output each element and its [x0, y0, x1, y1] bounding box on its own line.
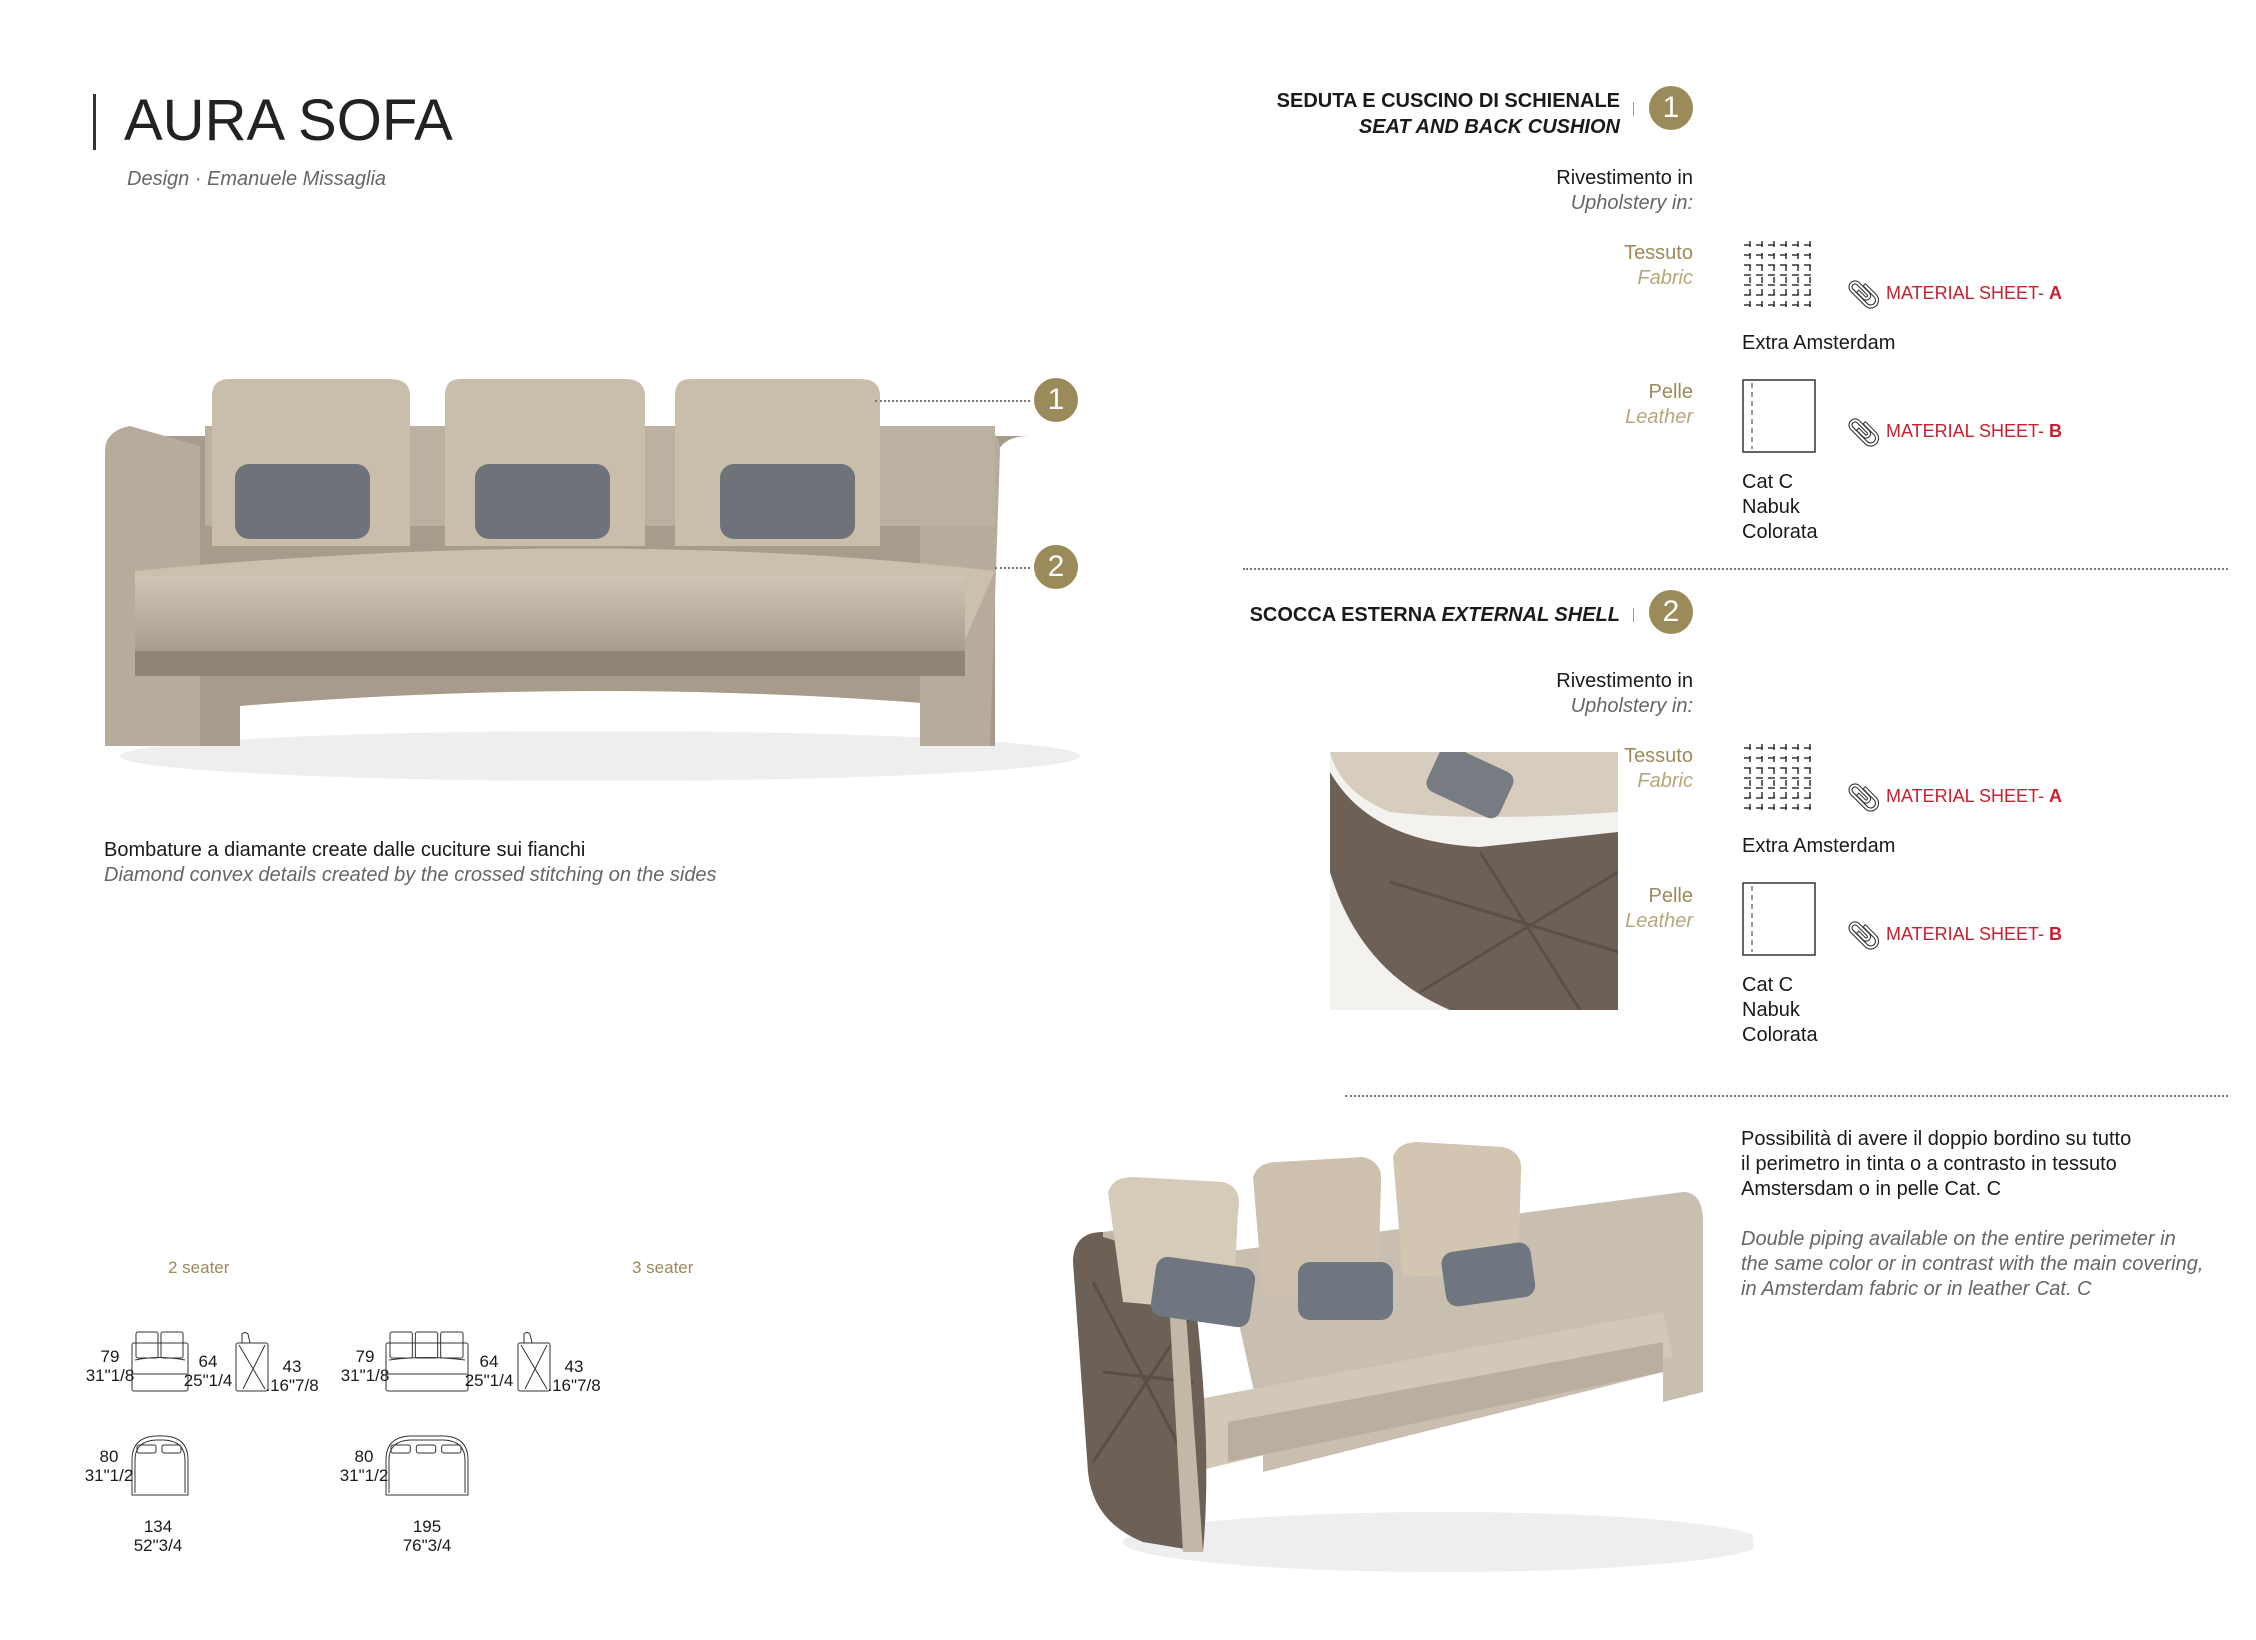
s2-leather-names [1742, 973, 1818, 1048]
callout-1-leader [875, 400, 1030, 402]
paperclip-icon[interactable]: 📎︎ [1846, 782, 1882, 813]
width-dimension: 195 76"3/4 [402, 1517, 452, 1555]
s2-leather-it: Pelle [1648, 885, 1693, 907]
section-2-title-it: SCOCCA ESTERNA [1249, 604, 1436, 626]
s1-fabric-en: Fabric [1637, 267, 1693, 289]
s1-leather-finish: Colorata [1742, 521, 1818, 543]
sofa-image-front [100, 376, 1095, 791]
paperclip-icon[interactable]: 📎︎ [1846, 279, 1882, 310]
sofa-image-angled [1063, 1142, 1753, 1578]
section-1-badge: 1 [1649, 86, 1693, 130]
model-label: 2 seater [168, 1258, 230, 1277]
s2-fabric-it: Tessuto [1624, 745, 1693, 767]
piping-it: Possibilità di avere il doppio bordino su tutto il perimetro in tinta o a contrasto in tessuto Amstersdam o in pelle Cat. C [1741, 1128, 2132, 1200]
piping-en: Double piping available on the entire perimeter in the same color or in contrast with the main covering, in Amsterdam fabric or in leather Cat. C [1741, 1228, 2204, 1300]
material-sheet-a-link[interactable]: MATERIAL SHEET- A [1886, 283, 2063, 303]
fabric-swatch-icon [1742, 742, 1816, 816]
caption-it: Bombature a diamante create dalle cuciture sui fianchi [104, 839, 586, 861]
shell-detail-image [1330, 752, 1618, 1010]
material-sheet-b-link[interactable]: MATERIAL SHEET- B [1886, 924, 2063, 944]
seat-height-dimension: 64 25"1/4 [464, 1352, 514, 1390]
callout-2: 2 [1034, 545, 1078, 589]
width-dimension: 134 52"3/4 [133, 1517, 183, 1555]
designer: Design · Emanuele Missaglia [127, 168, 387, 190]
section-2-title-en: EXTERNAL SHELL [1441, 604, 1620, 626]
s1-fabric-label [1624, 241, 1693, 291]
s1-upholstery [1556, 166, 1693, 216]
s2-fabric-en: Fabric [1637, 770, 1693, 792]
seat-height-dimension: 64 25"1/4 [183, 1352, 233, 1390]
s2-leather-type: Nabuk [1742, 999, 1800, 1021]
separator [1633, 102, 1634, 116]
s1-fabric-name: Extra Amsterdam [1742, 332, 1896, 354]
s2-leather-label [1625, 884, 1693, 934]
title-rule [93, 94, 96, 150]
paperclip-icon[interactable]: 📎︎ [1846, 417, 1882, 448]
paperclip-icon[interactable]: 📎︎ [1846, 920, 1882, 951]
s1-upholstery-it: Rivestimento in [1556, 167, 1693, 189]
s2-upholstery-en: Upholstery in: [1570, 695, 1693, 717]
height-dimension: 79 31"1/8 [340, 1347, 390, 1385]
leather-swatch-icon [1742, 882, 1816, 956]
s1-upholstery-en: Upholstery in: [1570, 192, 1693, 214]
s1-leather-names [1742, 470, 1818, 545]
s2-upholstery-it: Rivestimento in [1556, 670, 1693, 692]
s2-leather-cat: Cat C [1742, 974, 1794, 996]
section-1-title-it: SEDUTA E CUSCINO DI SCHIENALE [1276, 90, 1620, 112]
s2-leather-en: Leather [1625, 910, 1693, 932]
height-dimension: 79 31"1/8 [85, 1347, 135, 1385]
arm-height-dimension: 43 .16"7/8 [547, 1357, 601, 1395]
section-2-title [1250, 602, 1620, 628]
depth-dimension: 80 31"1/2 [84, 1447, 134, 1485]
s1-leather-en: Leather [1625, 406, 1693, 428]
arm-height-dimension: 43 .16"7/8 [265, 1357, 319, 1395]
s1-fabric-it: Tessuto [1624, 242, 1693, 264]
material-sheet-b-link[interactable]: MATERIAL SHEET- B [1886, 421, 2063, 441]
separator [1633, 608, 1634, 622]
s2-leather-finish: Colorata [1742, 1024, 1818, 1046]
divider [1345, 1095, 2228, 1097]
leather-swatch-icon [1742, 379, 1816, 453]
s1-leather-cat: Cat C [1742, 471, 1794, 493]
s2-fabric-label [1624, 744, 1693, 794]
material-sheet-a-link[interactable]: MATERIAL SHEET- A [1886, 786, 2063, 806]
divider [1243, 568, 2228, 570]
section-1-title-en: SEAT AND BACK CUSHION [1358, 116, 1620, 138]
s1-leather-label [1625, 380, 1693, 430]
s2-upholstery [1556, 669, 1693, 719]
depth-dimension: 80 31"1/2 [339, 1447, 389, 1485]
model-label: 3 seater [632, 1258, 694, 1277]
section-1-title [1277, 88, 1620, 140]
s1-leather-type: Nabuk [1742, 496, 1800, 518]
callout-1: 1 [1034, 378, 1078, 422]
s1-leather-it: Pelle [1648, 381, 1693, 403]
page-title: AURA SOFA [124, 88, 453, 153]
caption-en: Diamond convex details created by the crossed stitching on the sides [104, 864, 717, 886]
callout-2-leader [995, 567, 1030, 569]
s2-fabric-name: Extra Amsterdam [1742, 835, 1896, 857]
section-2-badge: 2 [1649, 590, 1693, 634]
fabric-swatch-icon [1742, 239, 1816, 313]
